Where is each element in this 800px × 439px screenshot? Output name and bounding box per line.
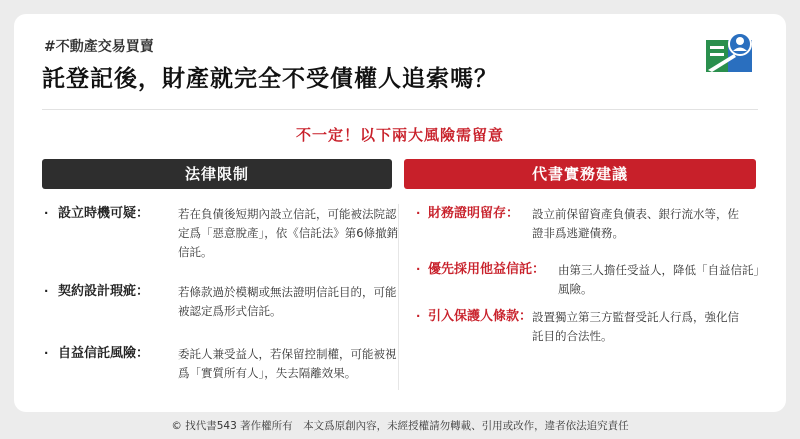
list-item <box>416 260 766 302</box>
list-item <box>416 204 766 246</box>
legal-limits-heading: 法律限制 <box>42 159 392 189</box>
item-description: 若在負債後短期內設立信託，可能被法院認定爲「惡意脫產」，依《信託法》第6條撤銷信託。 <box>178 207 399 259</box>
content-card <box>14 14 786 412</box>
list-item <box>416 307 766 349</box>
item-description: 委託人兼受益人，若保留控制權，可能被視爲「實質所有人」，失去隔離效果。 <box>178 347 397 380</box>
list-item <box>44 344 404 386</box>
copyright-footer: © 找代書543 著作權所有 本文爲原創內容，未經授權請勿轉載、引用或改作，違者依法追究責任 <box>171 420 629 432</box>
item-description: 設立前保留資產負債表、銀行流水等，佐證非爲逃避債務。 <box>532 207 739 240</box>
item-description: 若條款過於模糊或無法證明信託目的，可能被認定爲形式信託。 <box>178 285 397 318</box>
divider <box>42 109 758 110</box>
hashtag: #不動產交易買賣 <box>44 39 154 55</box>
document-person-logo-icon <box>704 32 756 74</box>
bullet: · <box>44 346 49 360</box>
practice-advice-heading: 代書實務建議 <box>404 159 756 189</box>
list-item <box>44 204 404 264</box>
item-description: 設置獨立第三方監督受託人行爲，強化信託目的合法性。 <box>532 310 739 343</box>
list-item <box>44 282 404 324</box>
bullet: · <box>44 284 49 298</box>
item-label: 引入保護人條款： <box>428 309 533 324</box>
bullet: · <box>44 206 49 220</box>
section-subtitle: 不一定！以下兩大風險需留意 <box>295 126 504 144</box>
bullet: · <box>416 206 421 220</box>
item-description: 由第三人擔任受益人，降低「自益信託」風險。 <box>558 263 765 296</box>
item-label: 設立時機可疑： <box>58 206 150 221</box>
bullet: · <box>416 262 421 276</box>
bullet: · <box>416 309 421 323</box>
item-label: 自益信託風險： <box>58 346 150 361</box>
item-label: 優先採用他益信託： <box>428 262 546 277</box>
page-title: 託登記後，財產就完全不受債權人追索嗎？ <box>42 66 498 92</box>
item-label: 財務證明留存： <box>428 206 520 221</box>
item-label: 契約設計瑕疵： <box>58 284 150 299</box>
